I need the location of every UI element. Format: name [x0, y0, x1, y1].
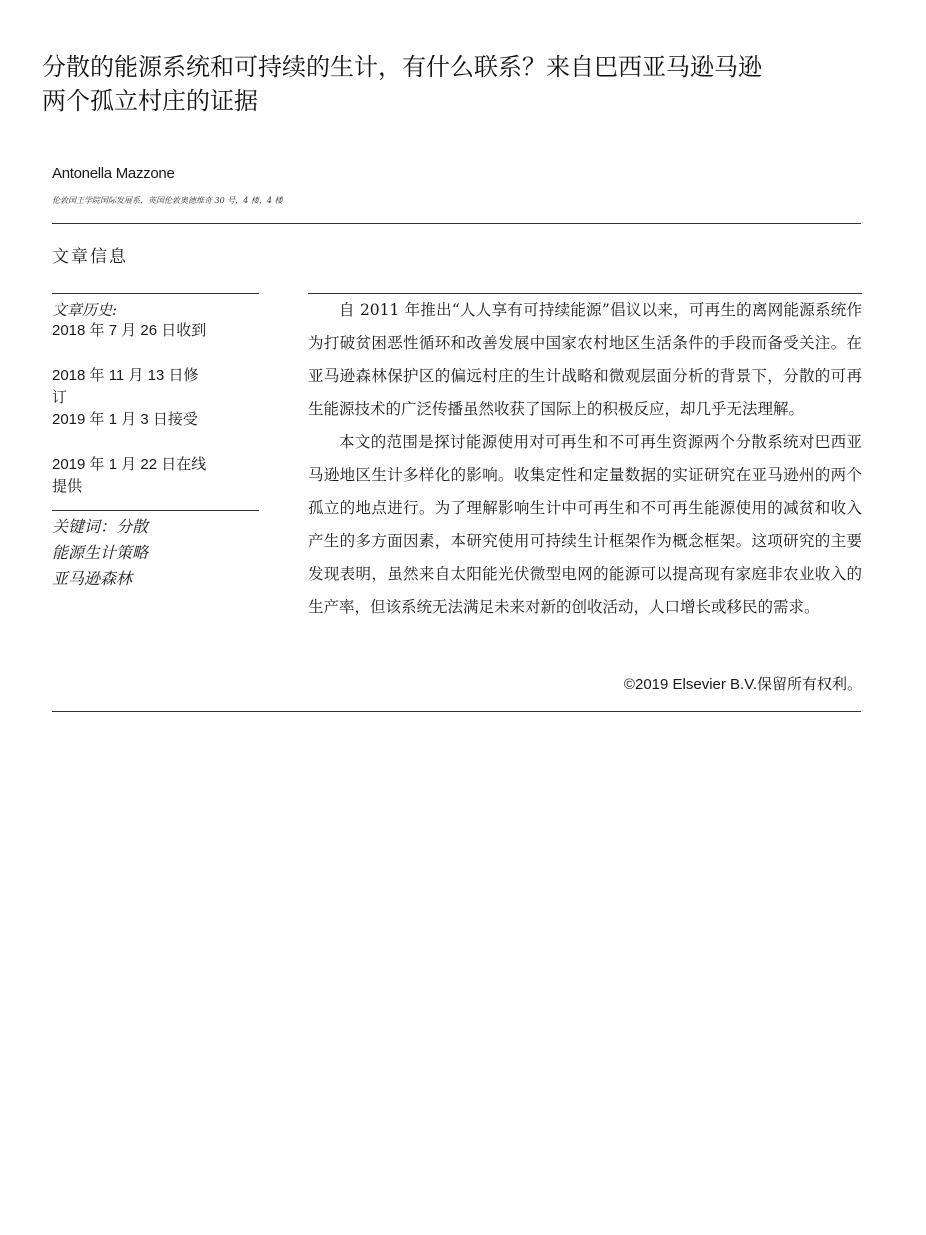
- history-accepted: 2019 年 1 月 3 日接受: [52, 411, 198, 428]
- abstract-paragraph: 本文的范围是探讨能源使用对可再生和不可再生资源两个分散系统对巴西亚马逊地区生计多样化的影响。收集定性和定量数据的实证研究在亚马逊州的两个孤立的地点进行。为了理解影响生计中可再生和不可再生能源使用的减贫和收入产生的多方面因素，本研究使用可持续生计框架作为概念框架。这项研究的主要发现表明，虽然来自太阳能光伏微型电网的能源可以提高现有家庭非农业收入的生产率，但该系统无法满足未来对新的创收活动，人口增长或移民的需求。: [308, 433, 862, 616]
- history-online: 2019 年 1 月 22 日在线提供: [52, 456, 207, 495]
- keywords: 关键词：分散能源生计策略亚马逊森林: [52, 517, 149, 588]
- paper-title: 分散的能源系统和可持续的生计，有什么联系？来自巴西亚马逊马逊两个孤立村庄的证据: [42, 53, 762, 115]
- keywords-top-rule: [52, 510, 259, 511]
- article-history-label: 文章历史:: [52, 301, 118, 319]
- footer-divider: [52, 711, 861, 712]
- article-info-heading: 文章信息: [52, 247, 128, 267]
- author-name: Antonella Mazzone: [52, 165, 175, 182]
- history-revised: 2018 年 11 月 13 日修订: [52, 367, 199, 406]
- abstract-body: [308, 294, 862, 624]
- left-column-top-rule: [52, 293, 259, 294]
- copyright-notice: ©2019 Elsevier B.V.保留所有权利。: [623, 676, 862, 693]
- header-divider: [52, 223, 861, 224]
- abstract-paragraph: 自 2011 年推出“人人享有可持续能源”倡议以来，可再生的离网能源系统作为打破贫困恶性循环和改善发展中国家农村地区生活条件的手段而备受关注。在亚马逊森林保护区的偏远村庄的生计战略和微观层面分析的背景下，分散的可再生能源技术的广泛传播虽然收获了国际上的积极反应，却几乎无法理解。: [308, 301, 862, 418]
- author-affiliation: 伦敦国王学院国际发展系，英国伦敦奥德维奇 30 号，4 楼，4 楼: [52, 196, 283, 205]
- history-received: 2018 年 7 月 26 日收到: [52, 322, 207, 339]
